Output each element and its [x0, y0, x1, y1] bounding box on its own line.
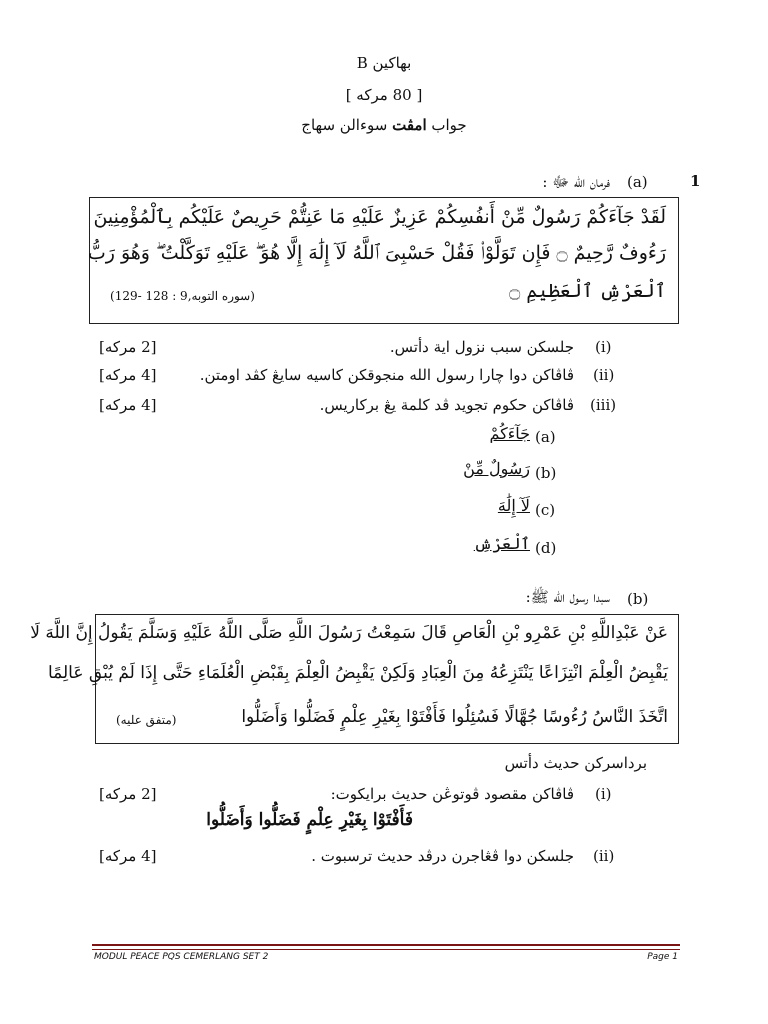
question-i-text: جلسکن سبب نزول اية دأتس. — [389, 338, 574, 356]
hadith-box — [30, 614, 679, 744]
tajwid-d-word: ٱلْعَرْشِ — [473, 534, 530, 553]
tajwid-c-word: لَآ إِلَٰهَ — [497, 496, 530, 515]
tajwid-c-label: (c) — [535, 501, 556, 519]
part-a-label: (a) — [627, 173, 648, 191]
b-question-ii-marks: [4 مرکه] — [99, 847, 157, 865]
question-ii-number: (ii) — [593, 366, 615, 384]
b-question-ii-text: جلسکن دوا ڤڠاجرن درڤد حديث ترسبوت . — [311, 847, 574, 865]
footer-module-title: MODUL PEACE PQS CEMERLANG SET 2 — [94, 952, 269, 962]
hadith-excerpt: فَأَفْتَوْا بِغَيْرِ عِلْمٍ فَضَلُّوا وَأَضَلُّوا — [206, 810, 413, 830]
part-b-label: (b) — [627, 590, 649, 608]
question-ii-marks: [4 مرکه] — [99, 366, 157, 384]
b-question-i-marks: [2 مرکه] — [99, 785, 157, 803]
verse-line-3: ٱلْعَرْشِ ٱلْعَظِيمِ ۝ — [509, 280, 666, 302]
part-a-title: فرمان الله ﷻ : — [542, 173, 610, 191]
question-iii-number: (iii) — [590, 396, 617, 414]
instruction-emphasis: امڤت — [392, 116, 427, 134]
verse-box — [89, 197, 679, 324]
hadith-line-2: يَقْبِضُ الْعِلْمَ انْتِزَاعًا يَنْتَزِعُهُ مِنَ الْعِبَادِ وَلَكِنْ يَقْبِضُ الْعِلْمَ بِقَبْضِ الْعُلَمَاءِ حَتَّى إِذَا لَمْ يُبْقِ عَالِمًا — [47, 663, 668, 683]
question-number: 1 — [690, 172, 701, 190]
b-question-i-number: (i) — [595, 785, 612, 803]
instruction-pre: جواب — [426, 116, 467, 134]
tajwid-b-word: رَسُولٌ مِّنْ — [463, 459, 530, 478]
hadith-reference: (متفق عليه) — [116, 713, 177, 727]
total-marks: [ 80 مرکه ] — [345, 86, 423, 104]
verse-line-1: لَقَدْ جَآءَكُمْ رَسُولٌ مِّنْ أَنفُسِكُمْ عَزِيزٌ عَلَيْهِ مَا عَنِتُّمْ حَرِيصٌ عَلَيْكُم بِٱلْمُؤْمِنِينَ — [93, 206, 666, 228]
footer-rule-thin — [92, 949, 680, 950]
question-iii-text: ڤاڤاکن حکوم تجويد ڤد کلمة يڠ برکاريس. — [319, 396, 574, 414]
part-b-title: سبدا رسول الله ﷺ: — [525, 588, 610, 606]
footer-rule-thick — [92, 944, 680, 946]
verse-reference: (سوره ‌التوبه,9 : 128 -129) — [110, 289, 255, 303]
question-iii-marks: [4 مرکه] — [99, 396, 157, 414]
question-ii-text: ڤاڤاکن دوا چارا رسول الله منجوقکن کاسيه سايڠ کڤد اومتن. — [199, 366, 574, 384]
tajwid-a-label: (a) — [535, 428, 556, 446]
tajwid-a-word: جَآءَكُمْ — [489, 424, 530, 443]
hadith-line-3: اتَّخَذَ النَّاسُ رُءُوسًا جُهَّالًا فَسُئِلُوا فَأَفْتَوْا بِغَيْرِ عِلْمٍ فَضَلُّوا وَأَضَلُّوا — [241, 707, 668, 727]
b-question-ii-number: (ii) — [593, 847, 615, 865]
b-question-i-text: ڤاڤاکن مقصود ڤوتوڠن حديث برايکوت: — [330, 785, 574, 803]
instruction-post: سوءالن سهاج — [301, 116, 393, 134]
question-i-marks: [2 مرکه] — [99, 338, 157, 356]
hadith-line-1: عَنْ عَبْدِاللَّهِ بْنِ عَمْرِو بْنِ الْعَاصِ قَالَ سَمِعْتُ رَسُولَ اللَّهِ صَلَّى اللَّهُ عَلَيْهِ وَسَلَّمَ يَقُولُ إِنَّ اللَّهَ لَا — [30, 623, 668, 643]
tajwid-b-label: (b) — [535, 464, 557, 482]
based-on-text: برداسرکن حديث دأتس — [504, 754, 647, 772]
tajwid-d-label: (d) — [535, 539, 557, 557]
footer-page-number: Page 1 — [647, 952, 678, 962]
question-i-number: (i) — [595, 338, 612, 356]
instruction — [0, 116, 768, 134]
verse-line-2: رَءُوفٌ رَّحِيمٌ ۝ فَإِن تَوَلَّوْا۟ فَقُلْ حَسْبِىَ ٱللَّهُ لَآ إِلَٰهَ إِلَّا هُوَ ۖ عَلَيْهِ تَوَكَّلْتُ ۖ وَهُوَ رَبُّ — [87, 242, 666, 264]
section-title: بهاکين B — [356, 54, 412, 72]
